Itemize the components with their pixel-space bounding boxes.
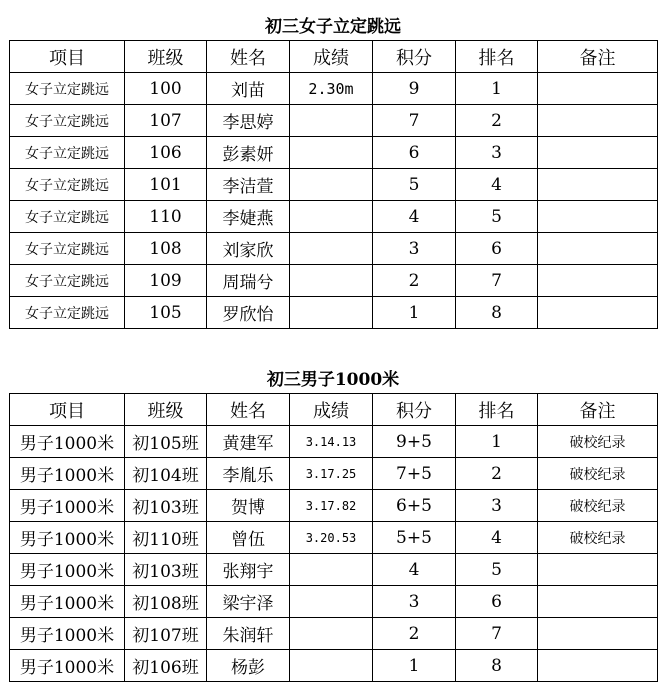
rank-cell: 3 <box>456 137 538 169</box>
rank-cell: 7 <box>456 265 538 297</box>
remarks-cell: 破校纪录 <box>538 426 658 458</box>
table-row <box>10 522 658 554</box>
remarks-cell <box>538 137 658 169</box>
class-cell: 101 <box>125 169 207 201</box>
result-cell <box>290 586 373 618</box>
points-cell: 2 <box>373 618 456 650</box>
name-cell: 刘苗 <box>207 73 290 105</box>
name-cell: 杨彭 <box>207 650 290 682</box>
result-cell: 3.14.13 <box>290 426 373 458</box>
points-cell: 6 <box>373 137 456 169</box>
event-cell: 女子立定跳远 <box>10 105 125 137</box>
name-cell: 张翔宇 <box>207 554 290 586</box>
rank-cell: 8 <box>456 650 538 682</box>
name-cell: 李婕燕 <box>207 201 290 233</box>
name-cell: 朱润轩 <box>207 618 290 650</box>
class-cell: 初107班 <box>125 618 207 650</box>
points-cell: 3 <box>373 233 456 265</box>
table-row <box>10 650 658 682</box>
result-cell <box>290 105 373 137</box>
class-cell: 106 <box>125 137 207 169</box>
rank-cell: 6 <box>456 233 538 265</box>
event-cell: 女子立定跳远 <box>10 297 125 329</box>
header-name: 姓名 <box>207 394 290 426</box>
class-cell: 初108班 <box>125 586 207 618</box>
class-cell: 初110班 <box>125 522 207 554</box>
table-row <box>10 265 658 297</box>
class-cell: 初103班 <box>125 490 207 522</box>
event-cell: 男子1000米 <box>10 618 125 650</box>
rank-cell: 5 <box>456 201 538 233</box>
class-cell: 110 <box>125 201 207 233</box>
class-cell: 初106班 <box>125 650 207 682</box>
points-cell: 9+5 <box>373 426 456 458</box>
rank-cell: 2 <box>456 458 538 490</box>
class-cell: 初103班 <box>125 554 207 586</box>
points-cell: 5 <box>373 169 456 201</box>
result-cell <box>290 201 373 233</box>
remarks-cell <box>538 297 658 329</box>
header-event: 项目 <box>10 394 125 426</box>
header-class: 班级 <box>125 41 207 73</box>
remarks-cell: 破校纪录 <box>538 458 658 490</box>
points-cell: 3 <box>373 586 456 618</box>
remarks-cell <box>538 105 658 137</box>
remarks-cell <box>538 73 658 105</box>
header-points: 积分 <box>373 41 456 73</box>
event-cell: 女子立定跳远 <box>10 137 125 169</box>
rank-cell: 5 <box>456 554 538 586</box>
points-cell: 4 <box>373 554 456 586</box>
header-remarks: 备注 <box>538 394 658 426</box>
points-cell: 2 <box>373 265 456 297</box>
name-cell: 李思婷 <box>207 105 290 137</box>
rank-cell: 3 <box>456 490 538 522</box>
remarks-cell <box>538 650 658 682</box>
class-cell: 初105班 <box>125 426 207 458</box>
rank-cell: 1 <box>456 73 538 105</box>
table-row <box>10 490 658 522</box>
result-cell <box>290 169 373 201</box>
event-cell: 女子立定跳远 <box>10 201 125 233</box>
rank-cell: 4 <box>456 522 538 554</box>
header-rank: 排名 <box>456 394 538 426</box>
event-cell: 女子立定跳远 <box>10 233 125 265</box>
table-row <box>10 105 658 137</box>
boys-results-table <box>9 393 658 682</box>
result-cell <box>290 554 373 586</box>
class-cell: 107 <box>125 105 207 137</box>
result-cell <box>290 618 373 650</box>
points-cell: 1 <box>373 297 456 329</box>
name-cell: 李胤乐 <box>207 458 290 490</box>
remarks-cell <box>538 554 658 586</box>
result-cell <box>290 297 373 329</box>
table-row <box>10 297 658 329</box>
remarks-cell: 破校纪录 <box>538 522 658 554</box>
points-cell: 1 <box>373 650 456 682</box>
points-cell: 6+5 <box>373 490 456 522</box>
result-cell <box>290 265 373 297</box>
event-cell: 男子1000米 <box>10 490 125 522</box>
table-row <box>10 73 658 105</box>
header-rank: 排名 <box>456 41 538 73</box>
rank-cell: 8 <box>456 297 538 329</box>
event-cell: 女子立定跳远 <box>10 73 125 105</box>
name-cell: 黄建军 <box>207 426 290 458</box>
remarks-cell <box>538 586 658 618</box>
header-row <box>10 394 658 426</box>
name-cell: 贺博 <box>207 490 290 522</box>
table-row <box>10 233 658 265</box>
remarks-cell <box>538 201 658 233</box>
result-cell: 2.30m <box>290 73 373 105</box>
table-row <box>10 458 658 490</box>
event-cell: 女子立定跳远 <box>10 265 125 297</box>
event-cell: 男子1000米 <box>10 650 125 682</box>
class-cell: 108 <box>125 233 207 265</box>
name-cell: 李洁萱 <box>207 169 290 201</box>
rank-cell: 4 <box>456 169 538 201</box>
name-cell: 曾伍 <box>207 522 290 554</box>
name-cell: 彭素妍 <box>207 137 290 169</box>
table-row <box>10 554 658 586</box>
event-cell: 男子1000米 <box>10 522 125 554</box>
remarks-cell <box>538 233 658 265</box>
points-cell: 4 <box>373 201 456 233</box>
table-row <box>10 586 658 618</box>
header-name: 姓名 <box>207 41 290 73</box>
name-cell: 罗欣怡 <box>207 297 290 329</box>
table-row <box>10 426 658 458</box>
boys-1000m-section <box>9 367 657 682</box>
remarks-cell <box>538 169 658 201</box>
class-cell: 初104班 <box>125 458 207 490</box>
points-cell: 7+5 <box>373 458 456 490</box>
header-class: 班级 <box>125 394 207 426</box>
girls-standing-long-jump-section <box>9 14 657 329</box>
boys-table-title: 初三男子1000米 <box>266 370 400 390</box>
event-cell: 男子1000米 <box>10 586 125 618</box>
result-cell <box>290 233 373 265</box>
table-row <box>10 201 658 233</box>
result-cell <box>290 650 373 682</box>
header-remarks: 备注 <box>538 41 658 73</box>
points-cell: 9 <box>373 73 456 105</box>
header-event: 项目 <box>10 41 125 73</box>
class-cell: 109 <box>125 265 207 297</box>
header-result: 成绩 <box>290 394 373 426</box>
event-cell: 男子1000米 <box>10 554 125 586</box>
class-cell: 105 <box>125 297 207 329</box>
rank-cell: 6 <box>456 586 538 618</box>
class-cell: 100 <box>125 73 207 105</box>
table-row <box>10 169 658 201</box>
result-cell: 3.17.25 <box>290 458 373 490</box>
result-cell: 3.17.82 <box>290 490 373 522</box>
header-row <box>10 41 658 73</box>
name-cell: 刘家欣 <box>207 233 290 265</box>
name-cell: 周瑞兮 <box>207 265 290 297</box>
girls-table-title: 初三女子立定跳远 <box>265 17 401 37</box>
header-points: 积分 <box>373 394 456 426</box>
girls-results-table <box>9 40 658 329</box>
event-cell: 男子1000米 <box>10 458 125 490</box>
table-row <box>10 137 658 169</box>
remarks-cell <box>538 618 658 650</box>
remarks-cell <box>538 265 658 297</box>
table-row <box>10 618 658 650</box>
rank-cell: 1 <box>456 426 538 458</box>
remarks-cell: 破校纪录 <box>538 490 658 522</box>
points-cell: 5+5 <box>373 522 456 554</box>
event-cell: 女子立定跳远 <box>10 169 125 201</box>
name-cell: 梁宇泽 <box>207 586 290 618</box>
rank-cell: 2 <box>456 105 538 137</box>
result-cell <box>290 137 373 169</box>
header-result: 成绩 <box>290 41 373 73</box>
event-cell: 男子1000米 <box>10 426 125 458</box>
result-cell: 3.20.53 <box>290 522 373 554</box>
rank-cell: 7 <box>456 618 538 650</box>
points-cell: 7 <box>373 105 456 137</box>
